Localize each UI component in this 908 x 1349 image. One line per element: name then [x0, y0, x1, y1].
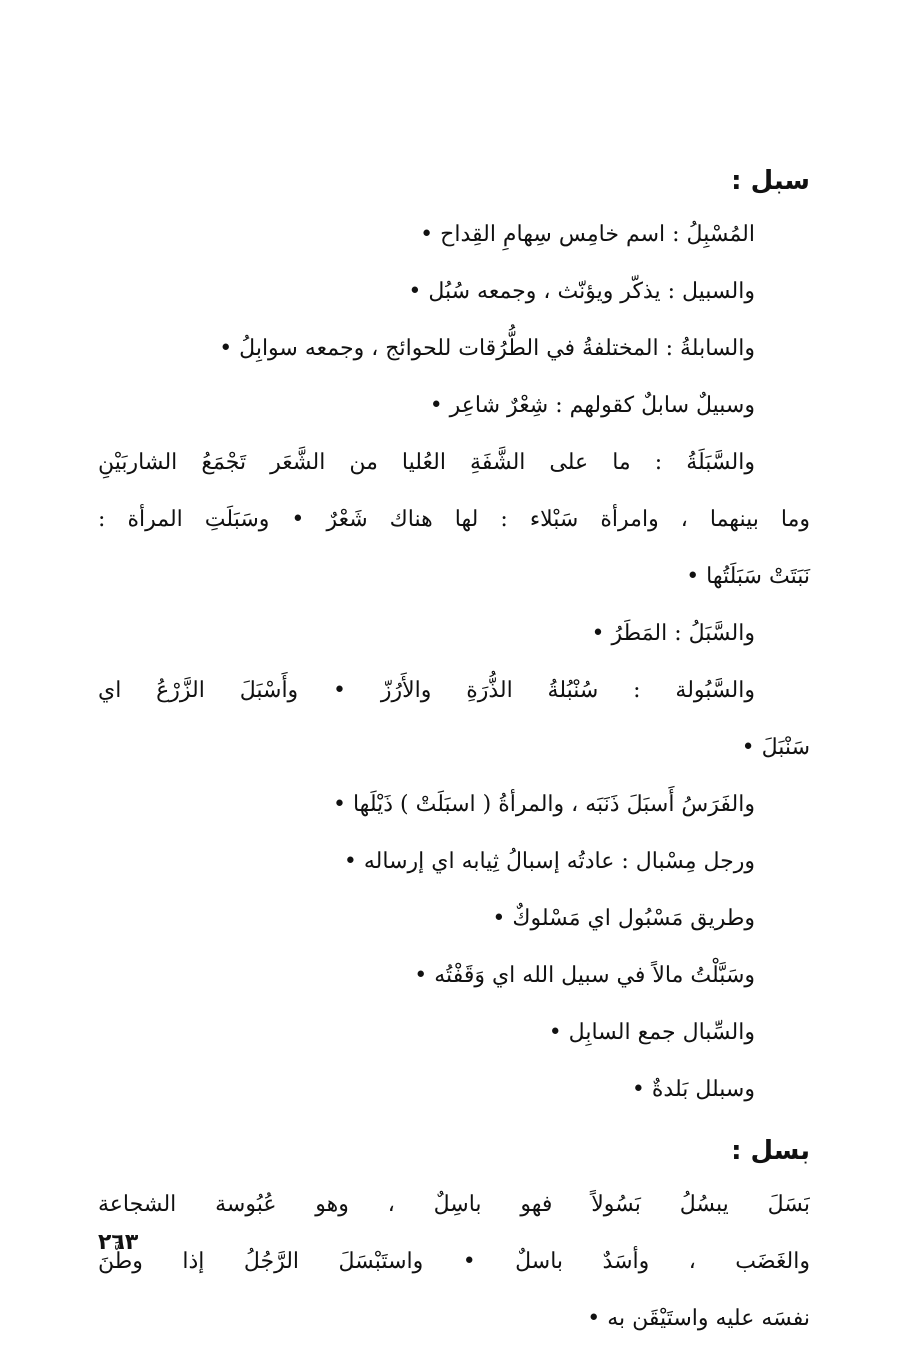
text-line: نفسَه عليه واستَيْقَن به •: [587, 1306, 810, 1331]
text-line: سَنْبَلَ •: [741, 735, 810, 760]
text-line: والسَّبُولة : سُنْبُلةُ الذُّرَةِ والأَرُزّ • وأَسْبَلَ الزَّرْعُ اي: [98, 678, 755, 703]
entry-heading-sbl: سبل :: [731, 166, 810, 196]
text-line: وسبيلٌ سابلٌ كقولهم : شِعْرٌ شاعِر •: [429, 393, 755, 418]
text-line: وطريق مَسْبُول اي مَسْلوكٌ •: [492, 906, 755, 931]
text-line: وسبلل بَلدةٌ •: [631, 1077, 755, 1102]
page-body: [98, 160, 810, 1347]
text-line: والسِّبال جمع السابِل •: [548, 1020, 755, 1045]
text-line: بَسَلَ يبسُلُ بَسُولاً فهو باسِلٌ ، وهو عُبُوسة الشجاعة: [98, 1192, 810, 1217]
entry-spacer: [98, 1118, 810, 1130]
text-line: ورجل مِسْبال : عادتُه إسبالُ ثِيابه اي إرساله •: [343, 849, 755, 874]
text-line: وسَبَّلْتُ مالاً في سبيل الله اي وَقَفْتُه •: [414, 963, 755, 988]
text-line: والسَّبَلَةُ : ما على الشَّفَةِ العُليا من الشَّعَر تَجْمَعُ الشاربَيْنِ: [98, 450, 755, 475]
text-line: والفَرَسُ أَسبَلَ ذَنَبَه ، والمرأةُ ( اسبَلَتْ ) ذَيْلَها •: [333, 792, 755, 817]
page-number: ٢٦٣: [98, 1230, 139, 1255]
text-line: والسبيل : يذكّر ويؤنّث ، وجمعه سُبُل •: [408, 279, 755, 304]
text-line: والغَضَب ، وأسَدٌ باسلٌ • واستَبْسَلَ الرَّجُلُ إذا وطَّنَ: [98, 1249, 810, 1274]
text-line: المُسْبِلُ : اسم خامِس سِهامِ القِداح •: [420, 222, 755, 247]
text-line: والسابلةُ : المختلفةُ في الطُّرُقات للحوائج ، وجمعه سوابِلُ •: [219, 336, 755, 361]
entry-heading-bsl: بسل :: [731, 1136, 810, 1166]
text-line: وما بينهما ، وامرأة سَبْلاء : لها هناك شَعْرٌ • وسَبَلَتِ المرأة :: [98, 507, 810, 532]
text-line: نَبَتَتْ سَبَلَتُها •: [686, 564, 810, 589]
text-line: والسَّبَلُ : المَطَرُ •: [591, 621, 755, 646]
